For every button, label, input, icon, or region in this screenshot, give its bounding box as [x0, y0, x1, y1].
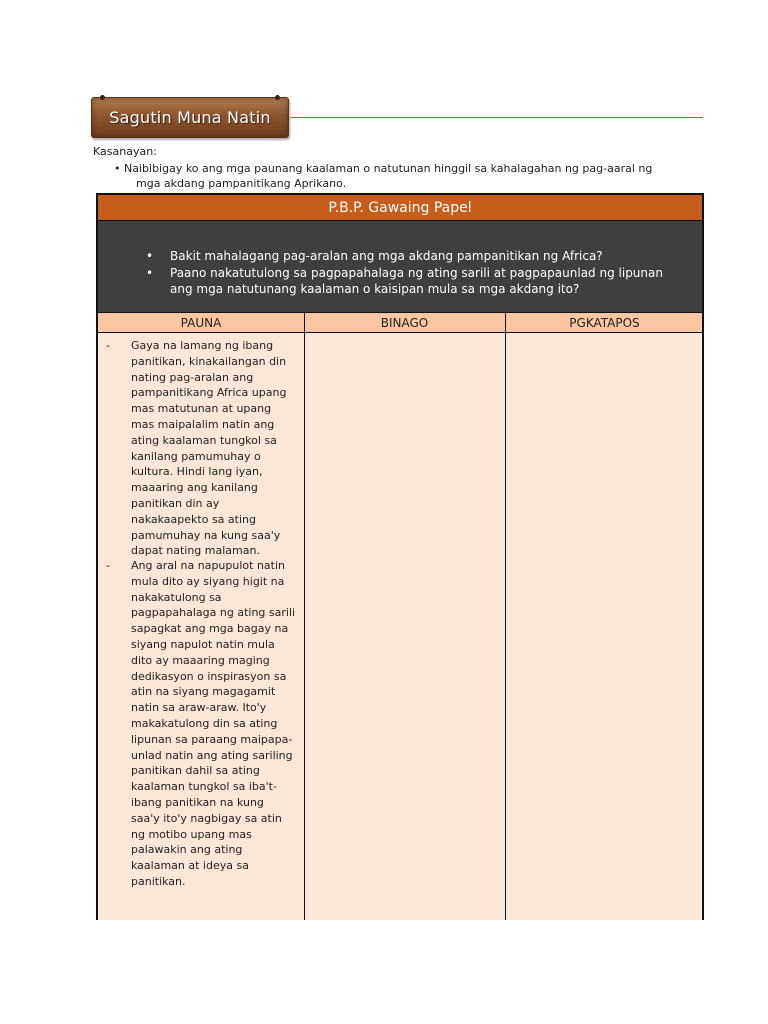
- section-banner: [91, 97, 289, 138]
- section-divider: [290, 117, 703, 118]
- bullet-icon: •: [114, 162, 121, 175]
- column-header-pauna: PAUNA: [180, 315, 222, 330]
- kasanayan-line-1: Naibibigay ko ang mga paunang kaalaman o natutunan hinggil sa kahalagahan ng pag-aaral ng: [124, 162, 653, 175]
- column-headers: [98, 312, 702, 333]
- kasanayan-label: Kasanayan:: [93, 145, 157, 158]
- pauna-answer: [106, 558, 296, 890]
- guide-questions: [98, 221, 702, 312]
- nail-icon: [275, 95, 280, 100]
- nail-icon: [100, 95, 105, 100]
- guide-question: [146, 248, 666, 264]
- guide-question: [146, 265, 666, 297]
- pauna-answer-text: Ang aral na napupulot natin mula dito ay siyang higit na nakakatulong sa pagpapahalaga ng ating sarili sapagkat ang mga bagay na siyang napulot natin mula dito ay maaaring maging dedikasyon o inspirasyon sa atin na siyang magagamit natin sa araw-araw. Ito'y makakatulong din sa ating lipunan sa paraang maipapa-unlad natin ang ating sariling panitikan dahil sa ating kaalaman tungkol sa iba't-ibang panitikan na kung saa'y ito'y nagbigay sa atin ng motibo upang mas palawakin ang ating kaalaman at ideya sa panitikan.: [131, 559, 296, 888]
- kasanayan-line-2: mga akdang pampanitikang Aprikano.: [136, 177, 347, 190]
- dash-marker: -: [106, 339, 110, 352]
- dash-marker: -: [106, 559, 110, 572]
- pauna-answer: [106, 338, 296, 559]
- pauna-answer-text: Gaya na lamang ng ibang panitikan, kinakailangan din nating pag-aralan ang pampanitikang Africa upang mas matutunan at upang mas maipalalim natin ang ating kaalaman tungkol sa kanilang pamumuhay o kultura. Hindi lang iyan, maaaring ang kanilang panitikan din ay nakakaapekto sa ating pamumuhay na kung saa'y dapat nating malaman.: [131, 339, 287, 558]
- kasanayan-item: [114, 161, 674, 191]
- guide-question-text: Bakit mahalagang pag-aralan ang mga akdang pampanitikan ng Africa?: [170, 249, 603, 263]
- banner-title: Sagutin Muna Natin: [109, 108, 271, 127]
- bullet-icon: •: [146, 266, 154, 280]
- worksheet-title: P.B.P. Gawaing Papel: [98, 195, 702, 221]
- worksheet-table: [96, 193, 704, 920]
- column-divider: [304, 312, 305, 920]
- column-divider: [505, 312, 506, 920]
- column-header-binago: BINAGO: [380, 315, 429, 330]
- bullet-icon: •: [146, 249, 154, 263]
- column-header-pgkatapos: PGKATAPOS: [569, 315, 640, 330]
- guide-question-text: Paano nakatutulong sa pagpapahalaga ng ating sarili at pagpapaunlad ng lipunan ang mga natutunang kaalaman o kaisipan mula sa mga akdang ito?: [170, 266, 663, 296]
